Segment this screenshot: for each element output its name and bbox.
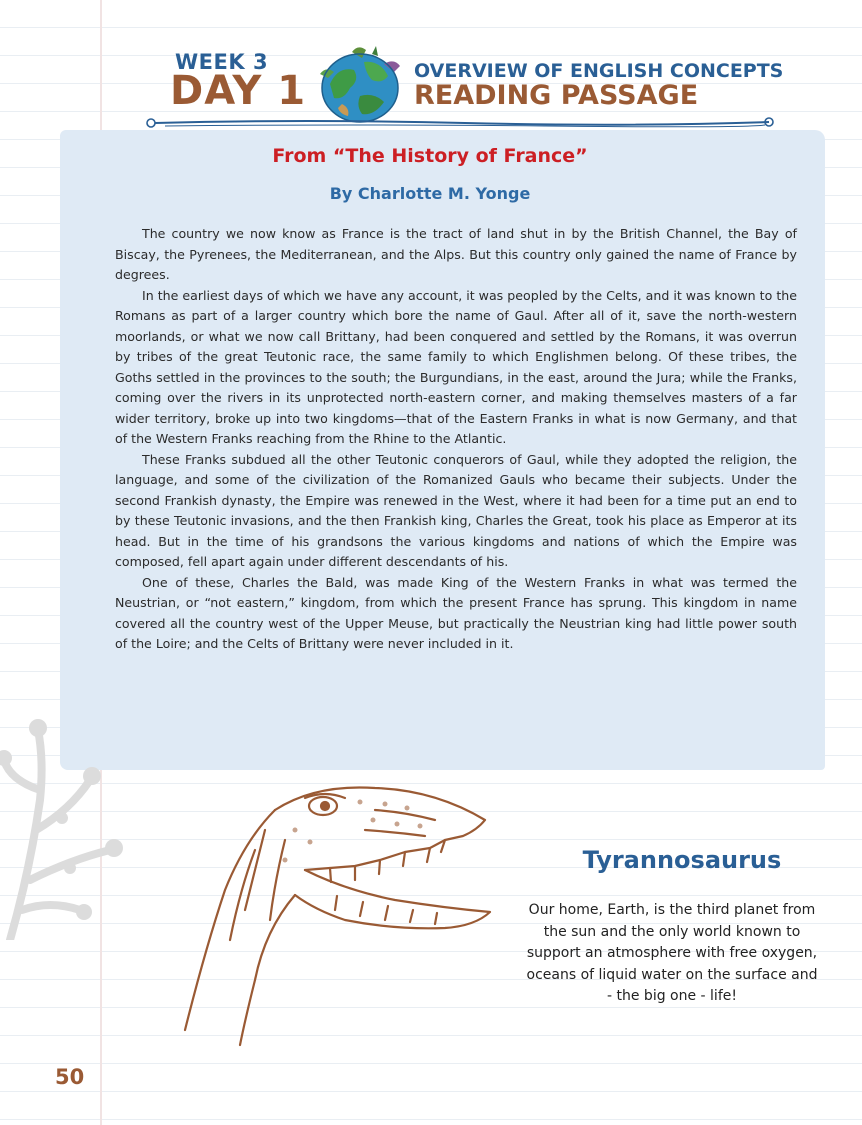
tyrannosaurus-head-illustration (145, 770, 535, 1050)
plant-sprig-decoration (0, 710, 140, 940)
passage-paragraph: One of these, Charles the Bald, was made King of the Western Franks in what was termed the Neustrian, or “not eastern,” kingdom, from which the present France has sprung. This kingdom in name covered all the country west of the Upper Meuse, but practically the Neustrian king had little power south of the Loire; and the Celts of Brittany were never included in it. (115, 574, 797, 651)
earth-dinosaur-globe-icon (314, 44, 406, 124)
passage-paragraph: The country we now know as France is the tract of land shut in by the British Channel, the Bay of Biscay, the Pyrenees, the Mediterranean, and the Alps. But this country only gained the name of France by degrees. (115, 226, 797, 282)
sidebar-title: Tyrannosaurus (582, 846, 782, 874)
passage-title: From “The History of France” (272, 145, 588, 167)
passage-byline: By Charlotte M. Yonge (329, 184, 531, 203)
page-number: 50 (55, 1065, 85, 1089)
sidebar-text: Our home, Earth, is the third planet from the sun and the only world known to support an atmosphere with free oxygen, oceans of liquid water on the surface and - the big one - life! (526, 902, 818, 1004)
day-label: DAY 1 (170, 68, 307, 114)
passage-body (115, 224, 797, 655)
week-label: WEEK 3 (175, 50, 269, 74)
subsection-title: READING PASSAGE (414, 80, 699, 111)
passage-paragraph: In the earliest days of which we have any account, it was peopled by the Celts, and it was known to the Romans as part of a larger country which bore the name of Gaul. After all of it, save the north-western moorlands, or what we now call Brittany, had been conquered and settled by the Romans, it was overrun by tribes of the great Teutonic race, the same family to which Englishmen belong. Of these tribes, the Goths settled in the provinces to the south; the Burgundians, in the east, around the Jura; while the Franks, coming over the rivers in its unprotected north-eastern corner, and making themselves masters of a far wider territory, broke up into two kingdoms—that of the Eastern Franks in what is now Germany, and that of the Western Franks reaching from the Rhine to the Atlantic. (115, 287, 797, 446)
section-title: OVERVIEW OF ENGLISH CONCEPTS (414, 60, 784, 82)
passage-paragraph: These Franks subdued all the other Teutonic conquerors of Gaul, while they adopted the religion, the language, and some of the civilization of the Romanized Gauls who became their subjects. Under the second Frankish dynasty, the Empire was renewed in the West, where it had been for a time put an end to by these Teutonic invasions, and the then Frankish king, Charles the Great, took his place as Emperor at its head. But in the time of his grandsons the various kingdoms and nations of which the Empire was composed, fell apart again under different descendants of his. (115, 451, 797, 569)
page-header (0, 0, 862, 135)
